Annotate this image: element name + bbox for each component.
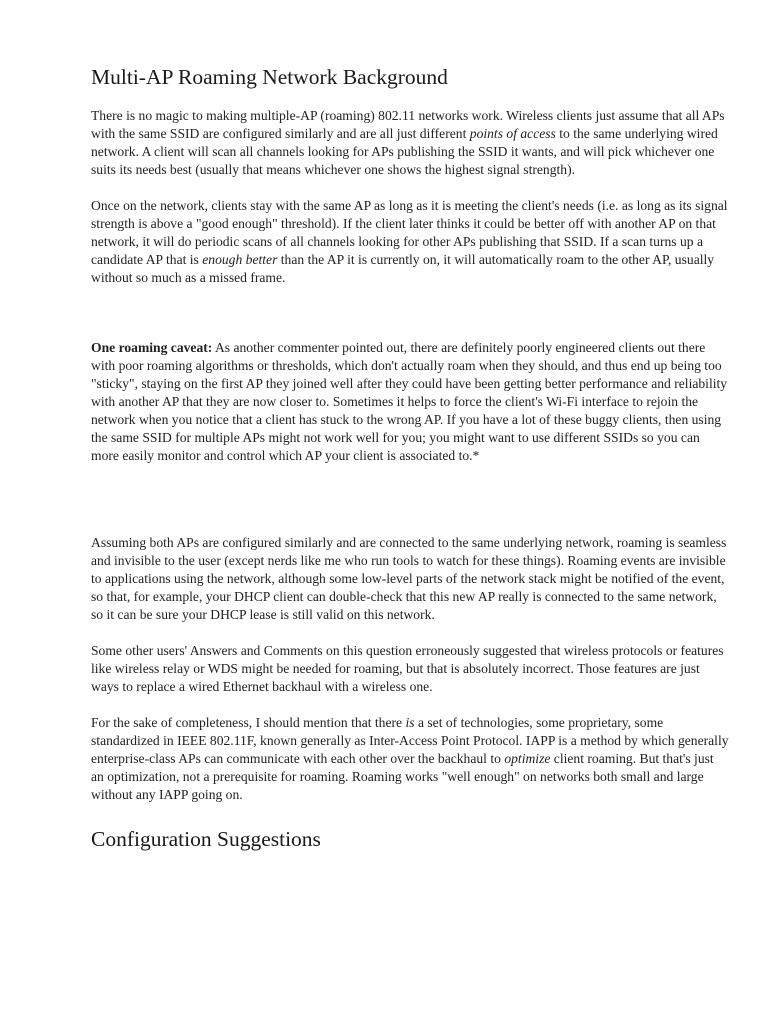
paragraph-iapp-text-a: For the sake of completeness, I should mention that there	[91, 715, 406, 730]
paragraph-roaming-emphasis: enough better	[202, 252, 278, 267]
section-heading-configuration: Configuration Suggestions	[91, 827, 321, 851]
paragraph-intro-text-b: to the same underlying wired network. A client will scan all channels looking for APs publishing the SSID it wants, and will pick whichever one suits its needs best (usually that means whichever one shows the highest signal strength).	[91, 126, 718, 177]
paragraph-iapp	[91, 714, 729, 804]
paragraph-iapp-text-b: a set of technologies, some proprietary, some standardized in IEEE 802.11F, known generally as Inter-Access Point Protocol. IAPP is a method by which generally enterprise-class APs can communicate with each other over the backhaul to	[91, 715, 729, 766]
paragraph-roaming-text-a: Once on the network, clients stay with the same AP as long as it is meeting the client's needs (i.e. as long as its signal strength is above a "good enough" threshold). If the client later thinks it could be better off with another AP on that network, it will do periodic scans of all channels looking for other APs publishing that SSID. If a scan turns up a candidate AP that is	[91, 198, 728, 267]
paragraph-roaming-text-b: than the AP it is currently on, it will automatically roam to the other AP, usually without so much as a missed frame.	[91, 252, 715, 285]
caveat-text: As another commenter pointed out, there are definitely poorly engineered clients out there with poor roaming algorithms or thresholds, which don't actually roam when they should, and thus end up being too "sticky", staying on the first AP they joined well after they could have been getting better performance and reliability with another AP that they are now closer to. Sometimes it helps to force the client's Wi-Fi interface to rejoin the network when you notice that a client has stuck to the wrong AP. If you have a lot of these buggy clients, then using the same SSID for multiple APs might not work well for you; you might want to use different SSIDs so you can more easily monitor and control which AP your client is associated to.*	[91, 340, 728, 463]
document-page	[91, 62, 729, 854]
paragraph-intro-emphasis: points of access	[469, 126, 556, 141]
caveat-label: One roaming caveat:	[91, 340, 213, 355]
paragraph-caveat	[91, 339, 729, 465]
paragraph-roaming-behavior	[91, 197, 729, 287]
paragraph-iapp-emphasis-optimize: optimize	[504, 751, 551, 766]
spacer	[91, 483, 729, 534]
paragraph-misconceptions: Some other users' Answers and Comments on this question erroneously suggested that wireless protocols or features like wireless relay or WDS might be needed for roaming, but that is absolutely incorrect. Those features are just ways to replace a wired Ethernet backhaul with a wireless one.	[91, 643, 724, 694]
paragraph-iapp-emphasis-is: is	[405, 715, 415, 730]
spacer	[91, 305, 729, 339]
paragraph-intro	[91, 107, 729, 179]
page-title: Multi-AP Roaming Network Background	[91, 65, 448, 89]
paragraph-iapp-text-c: client roaming. But that's just an optimization, not a prerequisite for roaming. Roaming works "well enough" on networks both small and large without any IAPP going on.	[91, 751, 714, 802]
paragraph-seamless: Assuming both APs are configured similarly and are connected to the same underlying network, roaming is seamless and invisible to the user (except nerds like me who run tools to watch for these things). Roaming events are invisible to applications using the network, although some low-level parts of the network stack might be notified of the event, so that, for example, your DHCP client can double-check that this new AP really is connected to the same network, so it can be sure your DHCP lease is still valid on this network.	[91, 535, 727, 622]
paragraph-intro-text-a: There is no magic to making multiple-AP (roaming) 802.11 networks work. Wireless clients just assume that all APs with the same SSID are configured similarly and are all just different	[91, 108, 725, 141]
